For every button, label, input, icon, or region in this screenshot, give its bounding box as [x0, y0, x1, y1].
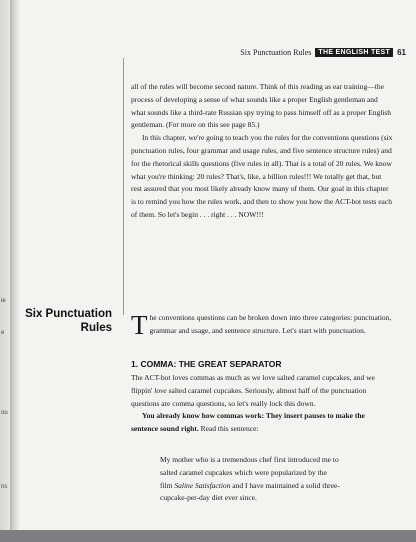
drop-cap: T	[131, 310, 148, 340]
rule-heading: 1. COMMA: THE GREAT SEPARATOR	[131, 359, 282, 369]
left-page-fragment: ie	[1, 298, 6, 304]
section-heading	[16, 307, 112, 335]
film-title: Saline Satisfaction	[174, 480, 231, 490]
spine-shadow	[10, 0, 20, 542]
running-header	[240, 46, 406, 58]
body-paragraph: all of the rules will become second nature. Think of this reading as ear training—the process of developing a sense of what sounds like a proper English gentleman and what sounds like a third-rate Russian spy trying to pass himself off as a proper English gentleman. (For more on this see page 85.)	[131, 82, 392, 130]
intro-paragraph	[131, 312, 393, 338]
body-column	[131, 81, 393, 222]
intro-text: he conventions questions can be broken down into three categories: punctuation, grammar and usage, and sentence structure. Let's start with punctuation.	[149, 313, 392, 335]
page-number: 61	[397, 47, 406, 57]
header-book-title: THE ENGLISH TEST	[315, 48, 393, 57]
comma-section	[131, 372, 393, 436]
comma-paragraph: The ACT-bot loves commas as much as we love salted caramel cupcakes, and we flippin' love salted caramel cupcakes. Seriously, almost half of the punctuation questions are comma questions, so let's really lock this down.	[131, 373, 375, 408]
section-heading-line: Rules	[80, 322, 112, 334]
left-page-fragment: ou	[1, 410, 8, 416]
left-page-fragment: ns	[1, 484, 8, 490]
section-heading-line: Six Punctuation	[25, 308, 112, 320]
body-paragraph: In this chapter, we're going to teach you the rules for the conventions questions (six punctuation rules, four grammar and usage rules, and five sentence structure rules) and for the rhetorical skills questions (five rules in all). That is a total of 20 rules. We know what you're thinking: 20 rules? That's, like, a billion rules!!! We totally get that, but rest assured that you most likely already know many of them. Our goal in this chapter is to remind you how the rules work, and then to show you how the ACT-bot tests each of them. So let's begin . . . right . . . NOW!!!	[131, 133, 393, 219]
header-section-title: Six Punctuation Rules	[240, 47, 312, 57]
left-page-fragment: e	[1, 330, 5, 336]
scan-background	[0, 530, 416, 542]
margin-rule	[123, 58, 124, 315]
example-sentence: My mother who is a tremendous chef first introduced me to salted caramel cupcakes which were popularized by the film Saline Satisfaction and I have maintained a solid three-cupcake-per-day diet ever since.	[160, 455, 340, 503]
emphasis-paragraph: You already know how commas work: They insert pauses to make the sentence sound right. Read this sentence:	[131, 411, 365, 434]
